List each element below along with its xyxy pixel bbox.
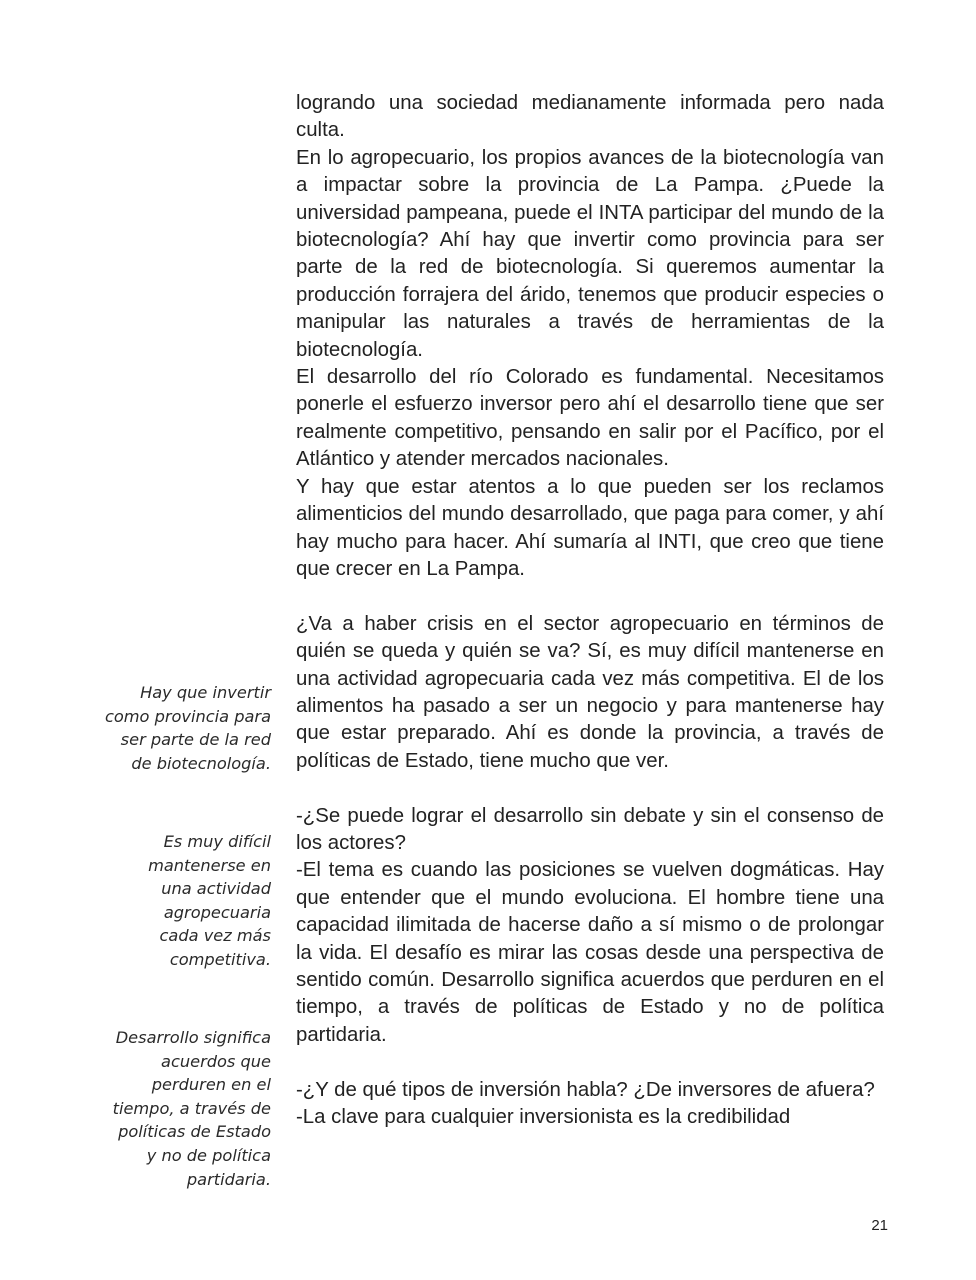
interview-question: -¿Se puede lograr el desarrollo sin debate y sin el consenso de los actores?: [296, 804, 884, 854]
paragraph: El desarrollo del río Colorado es fundamental. Necesitamos ponerle el esfuerzo inversor pero ahí el desarrollo tiene que ser realmente competitivo, pensando en salir por el Pacífico, por el Atlántico y atender mercados nacionales.: [296, 366, 884, 471]
pull-quote-line: competitiva.: [169, 949, 271, 969]
pull-quote-line: cada vez más: [159, 926, 271, 946]
paragraph: logrando una sociedad medianamente informada pero nada culta.: [296, 92, 884, 142]
pull-quote: [71, 1026, 271, 1191]
pull-quote-line: Es muy difícil: [163, 832, 271, 851]
pull-quote-line: perduren en el: [151, 1075, 271, 1095]
interview-question: -¿Y de qué tipos de inversión habla? ¿De inversores de afuera?: [296, 1078, 875, 1101]
pull-quote-line: partidaria.: [186, 1169, 271, 1189]
paragraph-gap: [296, 775, 884, 802]
pull-quote-line: de biotecnología.: [131, 753, 271, 773]
pull-quote-line: ser parte de la red: [120, 730, 271, 750]
pull-quote: [71, 830, 271, 972]
pull-quote: [71, 681, 271, 775]
pull-quote-line: y no de política: [146, 1145, 271, 1165]
paragraph: ¿Va a haber crisis en el sector agropecuario en términos de quién se queda y quién se va? Sí, es muy difícil mantenerse en una actividad agropecuaria cada vez más competitiva. El de los alimentos ha pasado a ser un negocio y para mantenerse hay que estar preparado. Ahí es donde la provincia, a través de políticas de Estado, tiene mucho que ver.: [296, 612, 884, 772]
paragraph-gap: [296, 583, 884, 610]
pull-quote-line: acuerdos que: [161, 1051, 271, 1071]
pull-quote-line: políticas de Estado: [118, 1122, 271, 1142]
pull-quote-line: como provincia para: [104, 706, 271, 726]
pull-quote-line: tiempo, a través de: [112, 1098, 271, 1118]
pull-quote-line: mantenerse en: [148, 855, 271, 875]
paragraph-gap: [296, 1049, 884, 1076]
page-number: 21: [871, 1217, 888, 1234]
main-text-column: [296, 90, 884, 1131]
interview-answer: -El tema es cuando las posiciones se vuelven dogmáticas. Hay que entender que el mundo evoluciona. El hombre tiene una capacidad ilimitada de hacerse daño a sí mismo o de prolongar la vida. El desafío es mirar las cosas desde una perspectiva de sentido común. Desarrollo significa acuerdos que perduren en el tiempo, a través de políticas de Estado y no de política partidaria.: [296, 859, 884, 1046]
pull-quote-line: agropecuaria: [163, 902, 271, 922]
pull-quote-line: Desarrollo significa: [115, 1028, 271, 1047]
pull-quote-line: una actividad: [161, 879, 271, 899]
paragraph: Y hay que estar atentos a lo que pueden ser los reclamos alimenticios del mundo desarrollado, que paga para comer, y ahí hay mucho para hacer. Ahí sumaría al INTI, que creo que tiene que crecer en La Pampa.: [296, 475, 884, 580]
pull-quote-line: Hay que invertir: [140, 683, 271, 702]
paragraph: En lo agropecuario, los propios avances de la biotecnología van a impactar sobre la provincia de La Pampa. ¿Puede la universidad pampeana, puede el INTA participar del mundo de la biotecnología? Ahí hay que invertir como provincia para ser parte de la red de biotecnología. Si queremos aumentar la producción forrajera del árido, tenemos que producir especies o manipular las naturales a través de herramientas de la biotecnología.: [296, 146, 884, 361]
interview-answer: -La clave para cualquier inversionista es la credibilidad: [296, 1105, 791, 1128]
